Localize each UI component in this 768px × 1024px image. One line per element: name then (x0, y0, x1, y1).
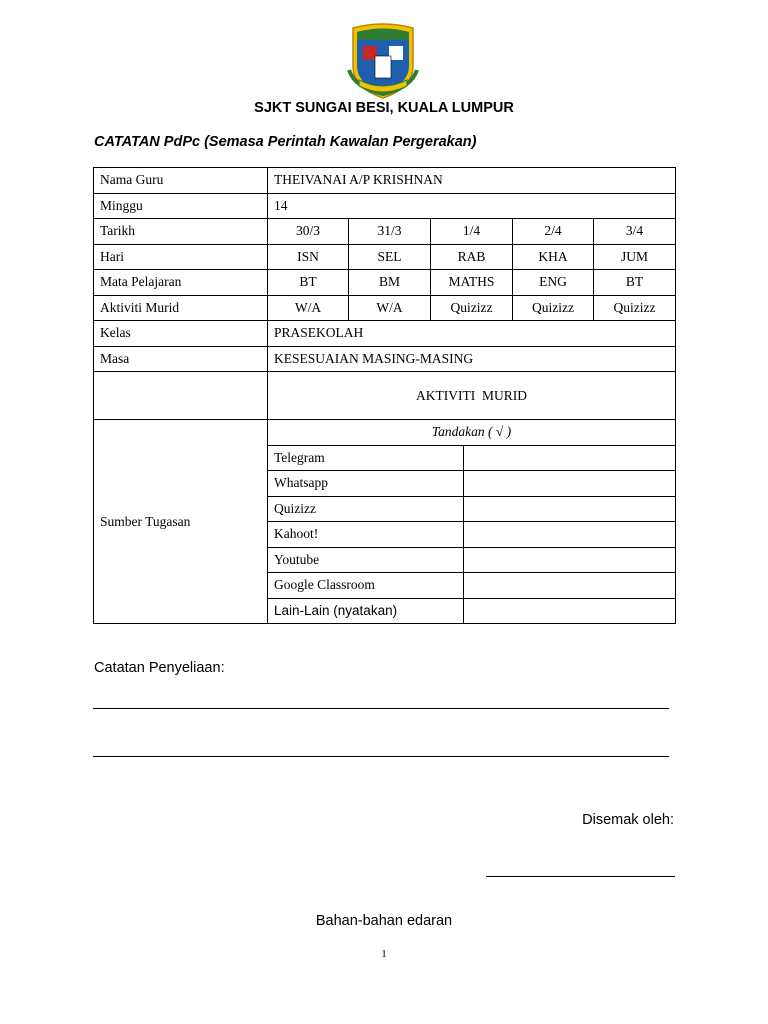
tarikh-cell: 2/4 (513, 219, 594, 245)
option-label: Quizizz (268, 496, 463, 522)
catatan-penyeliaan-label: Catatan Penyeliaan: (94, 660, 225, 676)
pdpc-record-table (93, 167, 676, 624)
option-row (268, 496, 675, 522)
value-minggu: 14 (268, 193, 676, 219)
hari-cell: SEL (349, 244, 431, 270)
value-masa: KESESUAIAN MASING-MASING (268, 346, 676, 372)
label-minggu: Minggu (94, 193, 268, 219)
option-checkbox[interactable] (463, 598, 675, 623)
page-number: 1 (381, 948, 387, 960)
value-nama-guru: THEIVANAI A/P KRISHNAN (268, 168, 676, 194)
activity-cell: Quizizz (513, 295, 594, 321)
row-aktiviti-murid (94, 295, 676, 321)
activity-cell: Quizizz (431, 295, 513, 321)
bahan-edaran-label: Bahan-bahan edaran (315, 913, 453, 929)
tarikh-cell: 1/4 (431, 219, 513, 245)
subject-cell: BT (268, 270, 349, 296)
option-row (268, 598, 675, 623)
label-masa: Masa (94, 346, 268, 372)
row-sumber-tugasan (94, 420, 676, 624)
activity-cell: W/A (268, 295, 349, 321)
row-hari (94, 244, 676, 270)
label-hari: Hari (94, 244, 268, 270)
disemak-oleh-label: Disemak oleh: (582, 812, 674, 828)
tarikh-cell: 3/4 (594, 219, 676, 245)
option-checkbox[interactable] (463, 522, 675, 548)
supervision-note-line[interactable] (93, 756, 669, 757)
option-label: Kahoot! (268, 522, 463, 548)
option-label: Whatsapp (268, 471, 463, 497)
option-row (268, 573, 675, 599)
school-name: SJKT SUNGAI BESI, KUALA LUMPUR (254, 100, 514, 116)
hari-cell: KHA (513, 244, 594, 270)
tandakan-label: Tandakan ( √ ) (268, 420, 675, 445)
aktiviti-heading: AKTIVITI MURID (268, 372, 676, 420)
option-row (268, 445, 675, 471)
label-kelas: Kelas (94, 321, 268, 347)
subject-cell: BM (349, 270, 431, 296)
sumber-options-table (268, 420, 675, 623)
option-label: Telegram (268, 445, 463, 471)
label-aktiviti-murid: Aktiviti Murid (94, 295, 268, 321)
label-tarikh: Tarikh (94, 219, 268, 245)
activity-cell: W/A (349, 295, 431, 321)
option-checkbox[interactable] (463, 573, 675, 599)
hari-cell: JUM (594, 244, 676, 270)
value-kelas: PRASEKOLAH (268, 321, 676, 347)
empty-cell (94, 372, 268, 420)
hari-cell: ISN (268, 244, 349, 270)
row-mata-pelajaran (94, 270, 676, 296)
supervision-note-line[interactable] (93, 708, 669, 709)
row-nama-guru (94, 168, 676, 194)
activity-cell: Quizizz (594, 295, 676, 321)
option-label: Google Classroom (268, 573, 463, 599)
option-row (268, 471, 675, 497)
option-checkbox[interactable] (463, 547, 675, 573)
tandakan-row (268, 420, 675, 445)
label-sumber-tugasan: Sumber Tugasan (94, 420, 268, 624)
subject-cell: ENG (513, 270, 594, 296)
option-checkbox[interactable] (463, 496, 675, 522)
option-row (268, 522, 675, 548)
option-checkbox[interactable] (463, 471, 675, 497)
row-kelas (94, 321, 676, 347)
option-label: Youtube (268, 547, 463, 573)
sumber-options-cell (268, 420, 676, 624)
school-crest-icon (345, 22, 421, 102)
option-label: Lain-Lain (nyatakan) (268, 598, 463, 623)
subject-cell: MATHS (431, 270, 513, 296)
option-checkbox[interactable] (463, 445, 675, 471)
label-mata-pelajaran: Mata Pelajaran (94, 270, 268, 296)
label-nama-guru: Nama Guru (94, 168, 268, 194)
signature-line[interactable] (486, 876, 675, 877)
tarikh-cell: 31/3 (349, 219, 431, 245)
hari-cell: RAB (431, 244, 513, 270)
row-minggu (94, 193, 676, 219)
row-tarikh (94, 219, 676, 245)
row-aktiviti-heading (94, 372, 676, 420)
option-row (268, 547, 675, 573)
row-masa (94, 346, 676, 372)
subject-cell: BT (594, 270, 676, 296)
document-subtitle: CATATAN PdPc (Semasa Perintah Kawalan Pergerakan) (94, 134, 477, 150)
tarikh-cell: 30/3 (268, 219, 349, 245)
